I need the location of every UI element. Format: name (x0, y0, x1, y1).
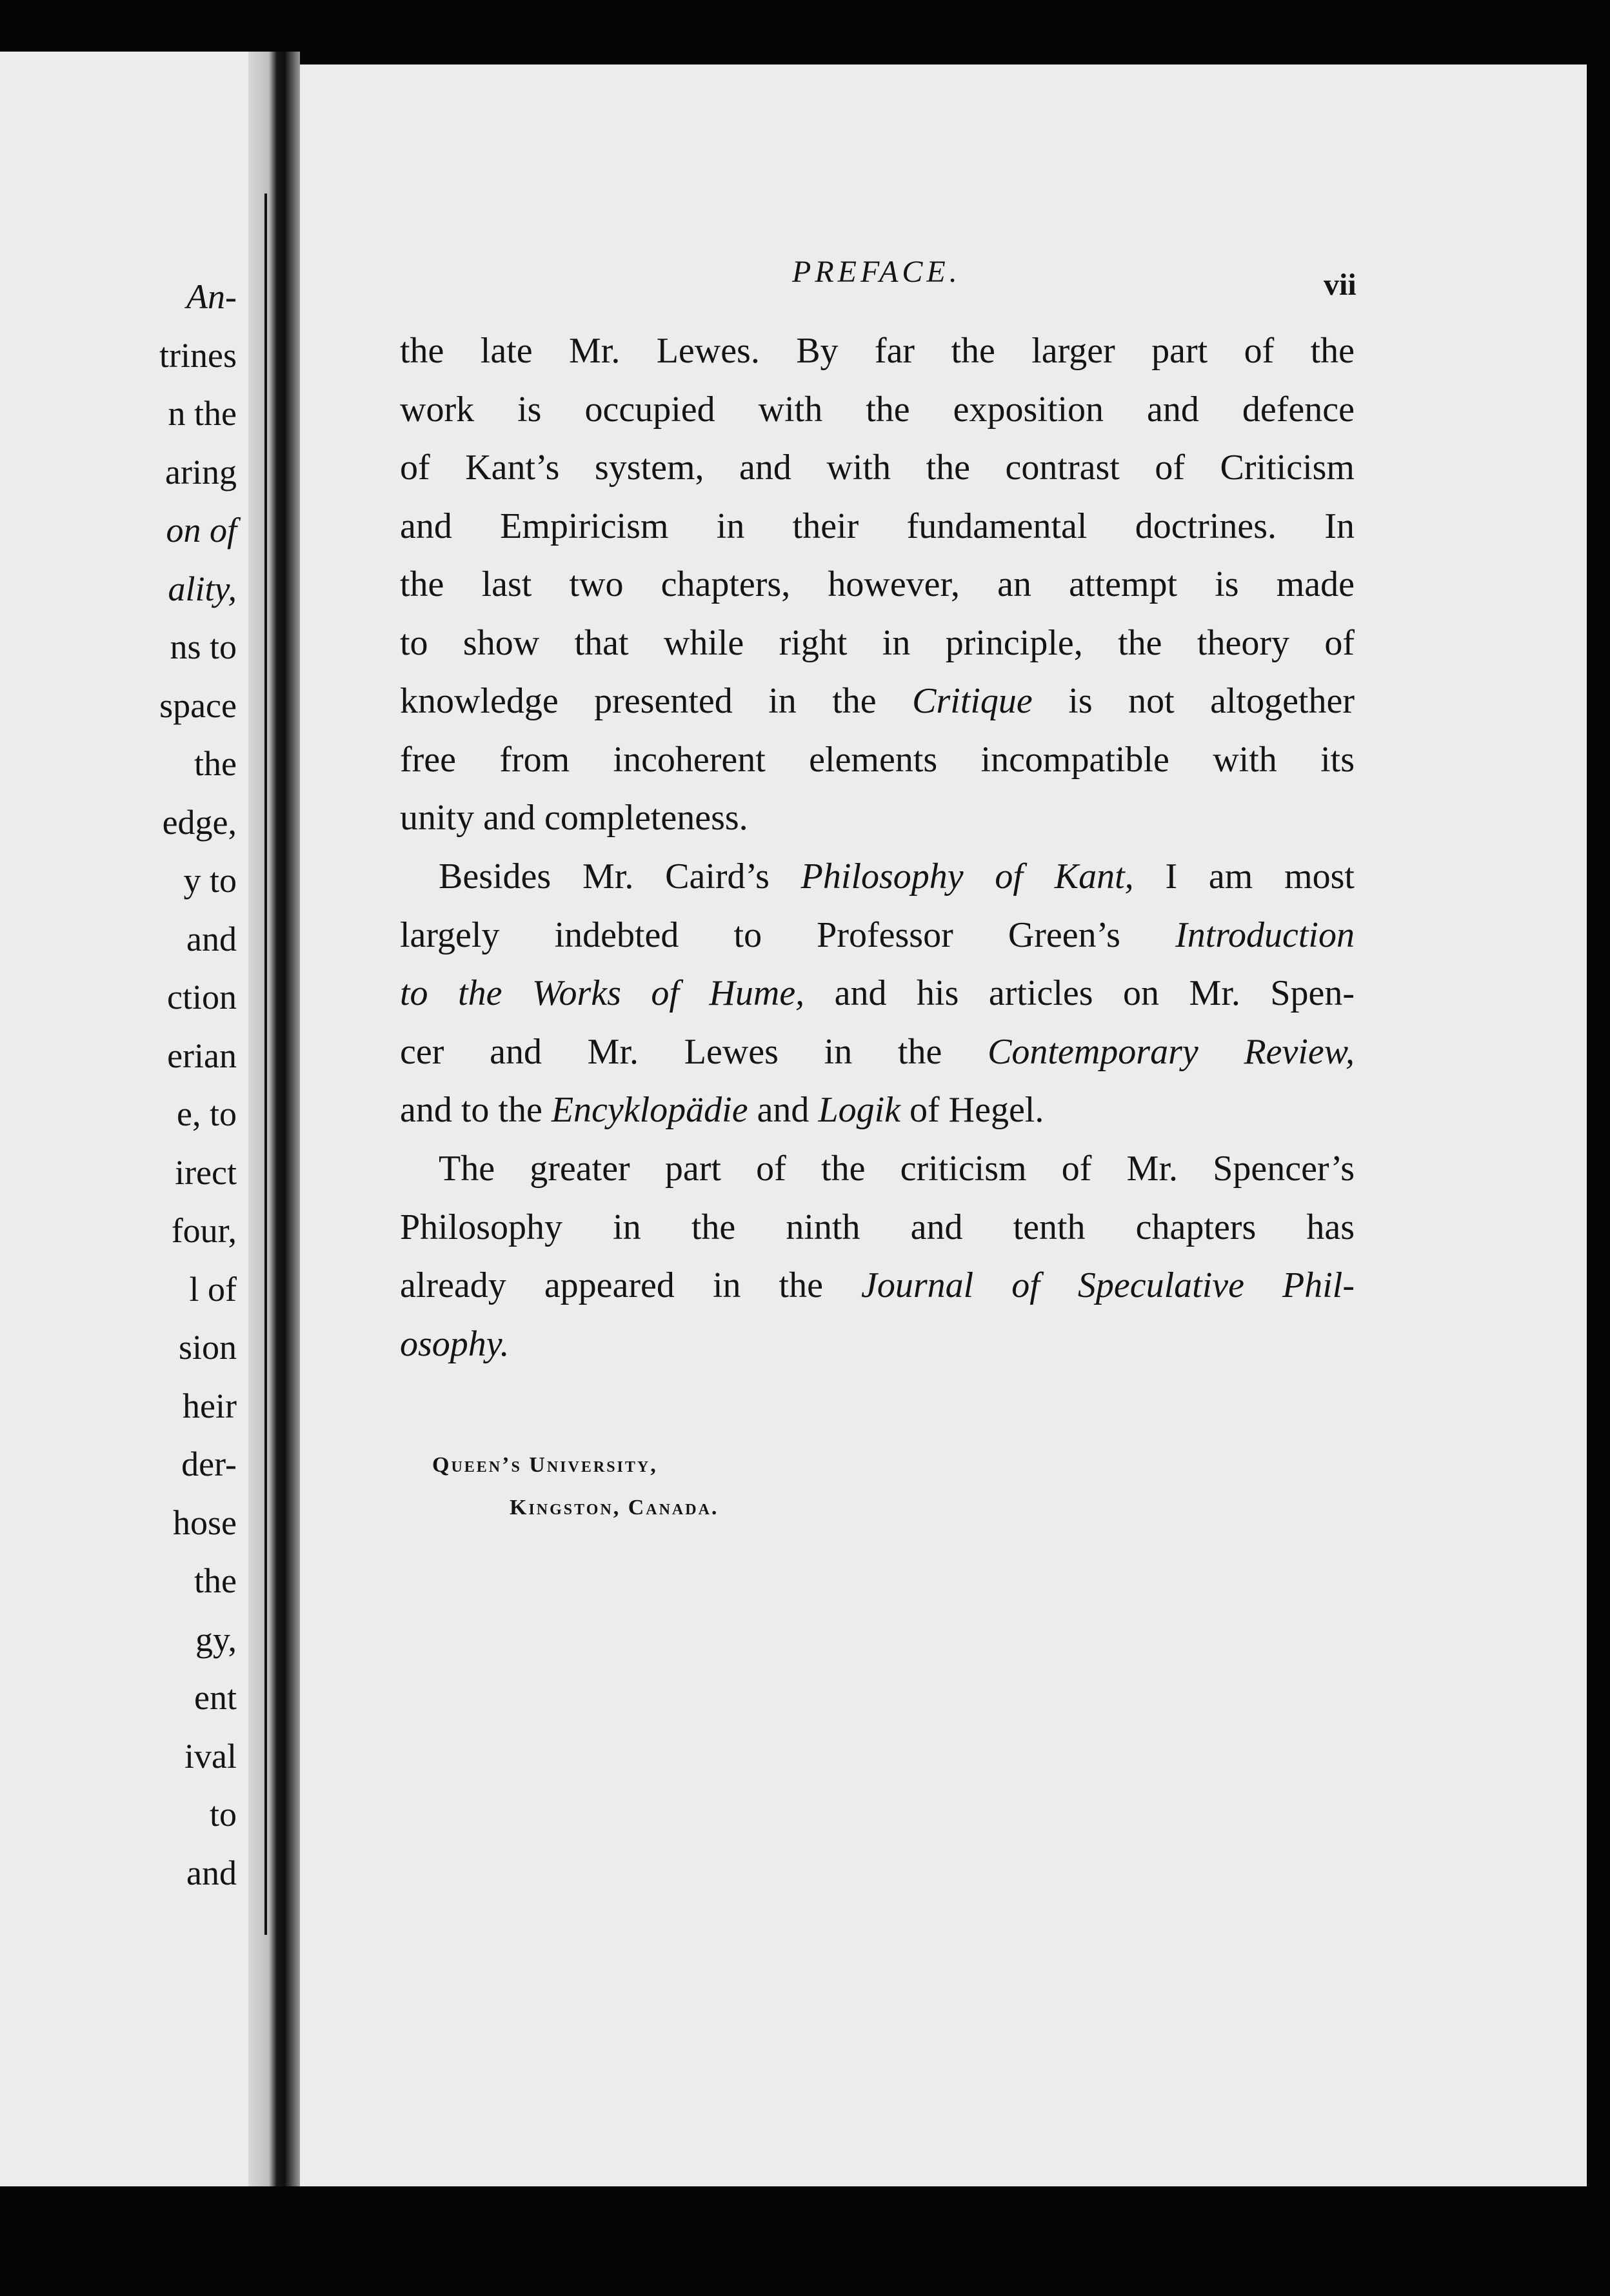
text-run: and Empiricism in their fundamental doctrines. In (400, 506, 1355, 546)
body-text-line (400, 562, 1355, 606)
facing-page-line: the (194, 744, 237, 783)
text-run: the last two chapters, however, an attempt is made (400, 564, 1355, 604)
text-run: the late Mr. Lewes. By far the larger part of the (400, 331, 1355, 371)
body-text-line (400, 1030, 1355, 1074)
body-text-line (400, 388, 1355, 431)
body-text-line (400, 971, 1355, 1015)
facing-page-line: y to (183, 861, 237, 900)
facing-page-line: irect (175, 1153, 237, 1192)
facing-page-line: erian (167, 1036, 237, 1075)
text-run: and (748, 1090, 819, 1130)
gutter-shadow (264, 193, 267, 1935)
facing-page-line: and (186, 919, 237, 958)
facing-page-line: e, to (177, 1094, 237, 1133)
text-run: I am most (1133, 856, 1355, 896)
text-run: and his articles on Mr. Spen- (804, 973, 1355, 1013)
facing-page-line: ction (167, 978, 237, 1016)
body-text-line (400, 621, 1355, 665)
body-text-line (400, 446, 1355, 490)
italic-title-text: Contemporary Review, (988, 1031, 1355, 1072)
italic-title-text: Philosophy of Kant, (800, 856, 1134, 896)
italic-title-text: osophy. (400, 1323, 510, 1364)
facing-page-left (0, 52, 248, 2186)
body-text-line (400, 738, 1355, 782)
facing-page-line: trines (159, 335, 237, 375)
running-head: PREFACE. (792, 255, 961, 289)
text-run: Besides Mr. Caird’s (439, 856, 801, 896)
facing-page-line: heir (183, 1386, 237, 1425)
text-run: is not altogether (1032, 681, 1355, 721)
body-text-line (400, 1322, 1355, 1366)
text-run: Philosophy in the ninth and tenth chapters has (400, 1207, 1355, 1247)
text-run: knowledge presented in the (400, 681, 913, 721)
facing-page-line: ality, (168, 569, 237, 608)
body-text-line (400, 1205, 1355, 1249)
book-gutter (248, 52, 300, 2186)
body-text-line (400, 679, 1355, 723)
facing-page-line: edge, (162, 802, 237, 842)
facing-page-line: aring (165, 452, 237, 491)
facing-page-line: the (194, 1561, 237, 1600)
text-run: already appeared in the (400, 1265, 862, 1305)
body-text-line (400, 504, 1355, 548)
text-run: to show that while right in principle, the theory of (400, 622, 1355, 663)
facing-page-line: An- (186, 277, 237, 316)
facing-page-line: n the (168, 394, 237, 433)
facing-page-line: ival (184, 1736, 237, 1776)
text-run: and to the (400, 1090, 552, 1130)
italic-title-text: Logik (818, 1090, 900, 1130)
body-text-line (439, 855, 1355, 898)
facing-page-line: l of (189, 1269, 237, 1309)
text-run: unity and completeness. (400, 798, 748, 838)
italic-title-text: Encyklopädie (551, 1090, 748, 1130)
text-run: cer and Mr. Lewes in the (400, 1031, 988, 1072)
facing-page-line: sion (178, 1328, 237, 1367)
facing-page-line: gy, (195, 1619, 237, 1659)
body-text-line (400, 913, 1355, 957)
facing-page-line: space (159, 686, 237, 725)
italic-title-text: Critique (912, 681, 1033, 721)
facing-page-line: ns to (170, 628, 237, 666)
facing-page-line: to (209, 1795, 237, 1834)
facing-page-line: ent (194, 1678, 237, 1717)
text-run: largely indebted to Professor Green’s (400, 915, 1176, 955)
signoff-location: Kingston, Canada. (510, 1496, 719, 1519)
facing-page-line: hose (173, 1503, 237, 1542)
italic-title-text: Introduction (1175, 915, 1355, 955)
text-run: work is occupied with the exposition and defence (400, 389, 1355, 430)
text-run: of Kant’s system, and with the contrast of Criticism (400, 448, 1355, 488)
signoff-institution: Queen’s University, (432, 1453, 658, 1477)
italic-title-text: Journal of Speculative Phil- (861, 1265, 1355, 1305)
body-text-line (400, 796, 1355, 840)
facing-page-line: four, (171, 1211, 237, 1250)
body-text-line (400, 1088, 1355, 1132)
body-text-line (400, 329, 1355, 373)
facing-page-line: and (186, 1853, 237, 1892)
text-run: free from incoherent elements incompatible with its (400, 739, 1355, 780)
body-text-line (400, 1263, 1355, 1307)
text-run: of Hegel. (900, 1090, 1044, 1130)
italic-title-text: to the Works of Hume, (400, 973, 805, 1013)
page-number: vii (1324, 268, 1357, 302)
body-text-line (439, 1147, 1355, 1191)
facing-page-line: on of (166, 511, 237, 549)
text-run: The greater part of the criticism of Mr. Spencer’s (439, 1149, 1355, 1189)
facing-page-line: der- (181, 1445, 237, 1483)
